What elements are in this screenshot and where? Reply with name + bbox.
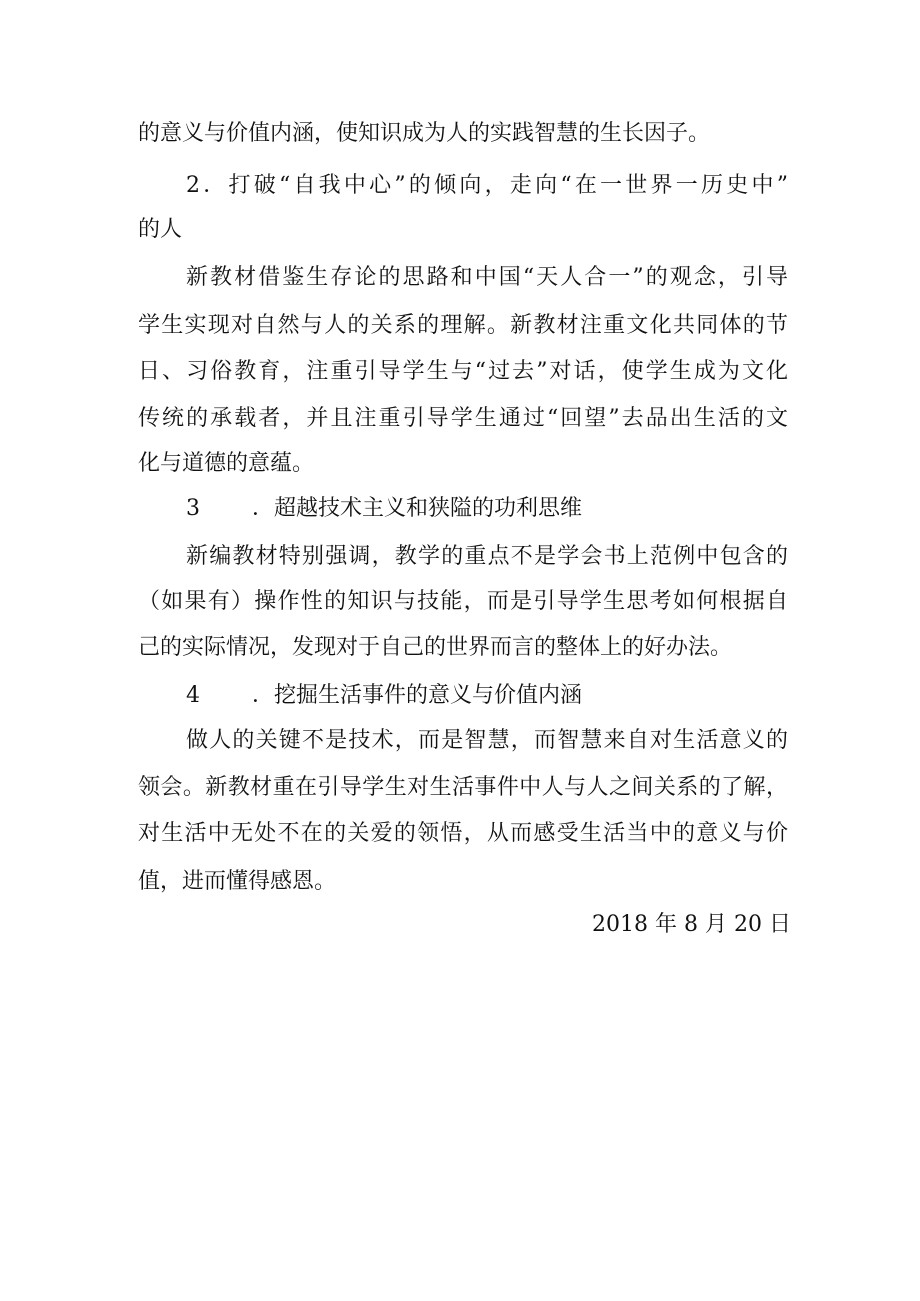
paragraph-line: 领会。新教材重在引导学生对生活事件中人与人之间关系的了解， bbox=[138, 775, 788, 800]
heading-text: ．超越技术主义和狭隘的功利思维 bbox=[252, 496, 583, 521]
paragraph-line: 日、习俗教育，注重引导学生与“过去”对话，使学生成为文化 bbox=[138, 359, 788, 384]
paragraph-line: 新教材借鉴生存论的思路和中国“天人合一”的观念，引导 bbox=[186, 265, 788, 290]
section-heading-2-cont: 的人 bbox=[138, 217, 183, 242]
heading-number: 4 bbox=[186, 683, 200, 708]
section-heading-4 bbox=[186, 680, 788, 712]
heading-text: ．挖掘生活事件的意义与价值内涵 bbox=[252, 683, 583, 708]
paragraph-line: （如果有）操作性的知识与技能，而是引导学生思考如何根据自 bbox=[138, 589, 788, 614]
paragraph-line: 化与道德的意蕴。 bbox=[138, 451, 315, 476]
paragraph-line: 对生活中无处不在的关爱的领悟，从而感受生活当中的意义与价 bbox=[138, 821, 788, 846]
heading-number: 3 bbox=[186, 496, 200, 521]
paragraph-line: 值，进而懂得感恩。 bbox=[138, 869, 337, 894]
paragraph-line: 新编教材特别强调，教学的重点不是学会书上范例中包含的 bbox=[186, 544, 788, 569]
paragraph-line: 传统的承载者，并且注重引导学生通过“回望”去品出生活的文 bbox=[138, 406, 788, 431]
document-date: 2018 年 8 月 20 日 bbox=[592, 912, 791, 937]
section-heading-2: 2．打破“自我中心”的倾向，走向“在一世界一历史中” bbox=[186, 173, 788, 198]
section-heading-3 bbox=[186, 493, 788, 525]
paragraph-line: 己的实际情况，发现对于自己的世界而言的整体上的好办法。 bbox=[138, 635, 733, 660]
paragraph-line: 学生实现对自然与人的关系的理解。新教材注重文化共同体的节 bbox=[138, 313, 788, 338]
paragraph-line: 做人的关键不是技术，而是智慧，而智慧来自对生活意义的 bbox=[186, 728, 788, 753]
paragraph-line: 的意义与价值内涵，使知识成为人的实践智慧的生长因子。 bbox=[138, 121, 711, 146]
